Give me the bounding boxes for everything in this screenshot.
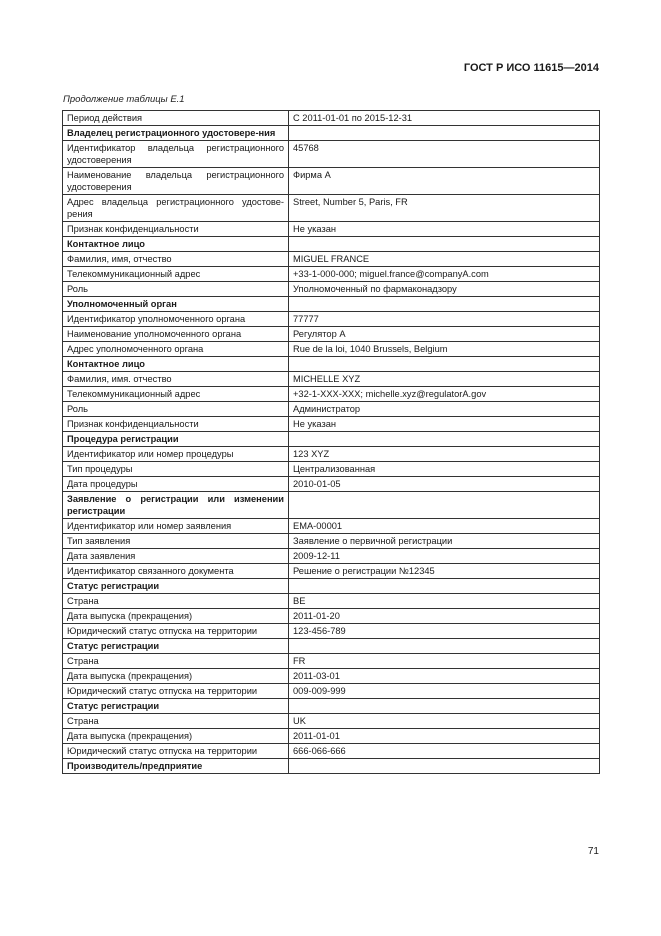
table-row <box>63 222 600 237</box>
field-label-cell: Страна <box>63 654 289 669</box>
table-row <box>63 312 600 327</box>
field-label-cell: Фамилия, имя. отчество <box>63 372 289 387</box>
section-heading-cell: Статус регистрации <box>63 579 289 594</box>
field-label-cell: Роль <box>63 402 289 417</box>
field-value-cell: Street, Number 5, Paris, FR <box>289 195 600 222</box>
field-value-cell: +33-1-000-000; miguel.france@companyA.com <box>289 267 600 282</box>
field-value-cell <box>289 432 600 447</box>
field-label-cell: Юридический статус отпуска на территории <box>63 744 289 759</box>
field-value-cell <box>289 237 600 252</box>
field-value-cell: 2011-01-20 <box>289 609 600 624</box>
table-row <box>63 684 600 699</box>
section-heading-cell: Контактное лицо <box>63 237 289 252</box>
section-heading-cell: Уполномоченный орган <box>63 297 289 312</box>
table-row <box>63 744 600 759</box>
field-label-cell: Признак конфиденциальности <box>63 222 289 237</box>
field-value-cell: Администратор <box>289 402 600 417</box>
field-value-cell <box>289 639 600 654</box>
field-label-cell: Идентификатор владельца регистрационного удостоверения <box>63 141 289 168</box>
field-value-cell: 2011-03-01 <box>289 669 600 684</box>
field-value-cell <box>289 297 600 312</box>
section-heading-cell: Статус регистрации <box>63 699 289 714</box>
field-value-cell: EMA-00001 <box>289 519 600 534</box>
table-caption: Продолжение таблицы Е.1 <box>63 94 185 105</box>
field-value-cell: Уполномоченный по фармаконадзору <box>289 282 600 297</box>
field-value-cell: MICHELLE XYZ <box>289 372 600 387</box>
table-row <box>63 342 600 357</box>
field-value-cell: Регулятор А <box>289 327 600 342</box>
field-value-cell: 2010-01-05 <box>289 477 600 492</box>
field-value-cell <box>289 357 600 372</box>
field-value-cell: 009-009-999 <box>289 684 600 699</box>
table-row <box>63 168 600 195</box>
table-row <box>63 669 600 684</box>
table-section-row <box>63 759 600 774</box>
field-value-cell: +32-1-XXX-XXX; michelle.xyz@regulatorA.gov <box>289 387 600 402</box>
section-heading-cell: Процедура регистрации <box>63 432 289 447</box>
table-section-row <box>63 357 600 372</box>
table-row <box>63 594 600 609</box>
field-value-cell: С 2011-01-01 по 2015-12-31 <box>289 111 600 126</box>
field-value-cell: 77777 <box>289 312 600 327</box>
table-body <box>63 111 600 774</box>
table-row <box>63 282 600 297</box>
field-label-cell: Юридический статус отпуска на территории <box>63 624 289 639</box>
field-label-cell: Юридический статус отпуска на территории <box>63 684 289 699</box>
table-row <box>63 534 600 549</box>
field-value-cell: MIGUEL FRANCE <box>289 252 600 267</box>
field-value-cell <box>289 579 600 594</box>
field-value-cell: FR <box>289 654 600 669</box>
field-label-cell: Тип процедуры <box>63 462 289 477</box>
field-value-cell: Заявление о первичной регистрации <box>289 534 600 549</box>
table-section-row <box>63 237 600 252</box>
table-section-row <box>63 492 600 519</box>
field-value-cell: 123 XYZ <box>289 447 600 462</box>
section-heading-cell: Статус регистрации <box>63 639 289 654</box>
field-label-cell: Дата выпуска (прекращения) <box>63 609 289 624</box>
field-label-cell: Идентификатор или номер процедуры <box>63 447 289 462</box>
table-row <box>63 267 600 282</box>
field-label-cell: Роль <box>63 282 289 297</box>
field-value-cell: 123-456-789 <box>289 624 600 639</box>
field-label-cell: Страна <box>63 594 289 609</box>
section-heading-cell: Владелец регистрационного удостовере-ния <box>63 126 289 141</box>
table-section-row <box>63 432 600 447</box>
table-row <box>63 417 600 432</box>
table-row <box>63 564 600 579</box>
table-row <box>63 477 600 492</box>
section-heading-cell: Контактное лицо <box>63 357 289 372</box>
table-row <box>63 654 600 669</box>
field-label-cell: Идентификатор связанного документа <box>63 564 289 579</box>
table-row <box>63 729 600 744</box>
field-value-cell <box>289 492 600 519</box>
field-value-cell: Фирма А <box>289 168 600 195</box>
field-value-cell <box>289 126 600 141</box>
table-section-row <box>63 639 600 654</box>
table-row <box>63 549 600 564</box>
field-value-cell: Решение о регистрации №12345 <box>289 564 600 579</box>
field-label-cell: Идентификатор уполномоченного органа <box>63 312 289 327</box>
field-value-cell: 666-066-666 <box>289 744 600 759</box>
field-label-cell: Страна <box>63 714 289 729</box>
field-label-cell: Признак конфиденциальности <box>63 417 289 432</box>
section-heading-cell: Производитель/предприятие <box>63 759 289 774</box>
field-value-cell <box>289 759 600 774</box>
table-row <box>63 462 600 477</box>
document-standard-header: ГОСТ Р ИСО 11615—2014 <box>463 62 599 74</box>
table-row <box>63 387 600 402</box>
registration-table <box>62 110 600 774</box>
field-value-cell: 45768 <box>289 141 600 168</box>
field-value-cell: UK <box>289 714 600 729</box>
field-label-cell: Адрес уполномоченного органа <box>63 342 289 357</box>
field-label-cell: Телекоммуникационный адрес <box>63 267 289 282</box>
table-row <box>63 624 600 639</box>
section-heading-cell: Заявление о регистрации или изменении регистрации <box>63 492 289 519</box>
field-label-cell: Дата заявления <box>63 549 289 564</box>
field-label-cell: Наименование владельца регистрационного удостоверения <box>63 168 289 195</box>
field-label-cell: Период действия <box>63 111 289 126</box>
table-row <box>63 609 600 624</box>
table-section-row <box>63 579 600 594</box>
field-label-cell: Фамилия, имя, отчество <box>63 252 289 267</box>
table-row <box>63 447 600 462</box>
field-value-cell: Не указан <box>289 417 600 432</box>
table-row <box>63 402 600 417</box>
field-value-cell <box>289 699 600 714</box>
table-row <box>63 519 600 534</box>
field-label-cell: Адрес владельца регистрационного удостове-рения <box>63 195 289 222</box>
page-number: 71 <box>587 846 599 857</box>
field-label-cell: Телекоммуникационный адрес <box>63 387 289 402</box>
table-row <box>63 195 600 222</box>
table-section-row <box>63 297 600 312</box>
table-row <box>63 141 600 168</box>
field-value-cell: 2009-12-11 <box>289 549 600 564</box>
field-label-cell: Тип заявления <box>63 534 289 549</box>
table-row <box>63 252 600 267</box>
field-label-cell: Наименование уполномоченного органа <box>63 327 289 342</box>
field-label-cell: Идентификатор или номер заявления <box>63 519 289 534</box>
field-value-cell: Не указан <box>289 222 600 237</box>
table-row <box>63 327 600 342</box>
table-row <box>63 714 600 729</box>
field-value-cell: Rue de la loi, 1040 Brussels, Belgium <box>289 342 600 357</box>
table-section-row <box>63 699 600 714</box>
field-label-cell: Дата процедуры <box>63 477 289 492</box>
field-value-cell: BE <box>289 594 600 609</box>
table-row <box>63 372 600 387</box>
field-label-cell: Дата выпуска (прекращения) <box>63 669 289 684</box>
table-section-row <box>63 126 600 141</box>
field-value-cell: 2011-01-01 <box>289 729 600 744</box>
field-value-cell: Централизованная <box>289 462 600 477</box>
field-label-cell: Дата выпуска (прекращения) <box>63 729 289 744</box>
table-row <box>63 111 600 126</box>
